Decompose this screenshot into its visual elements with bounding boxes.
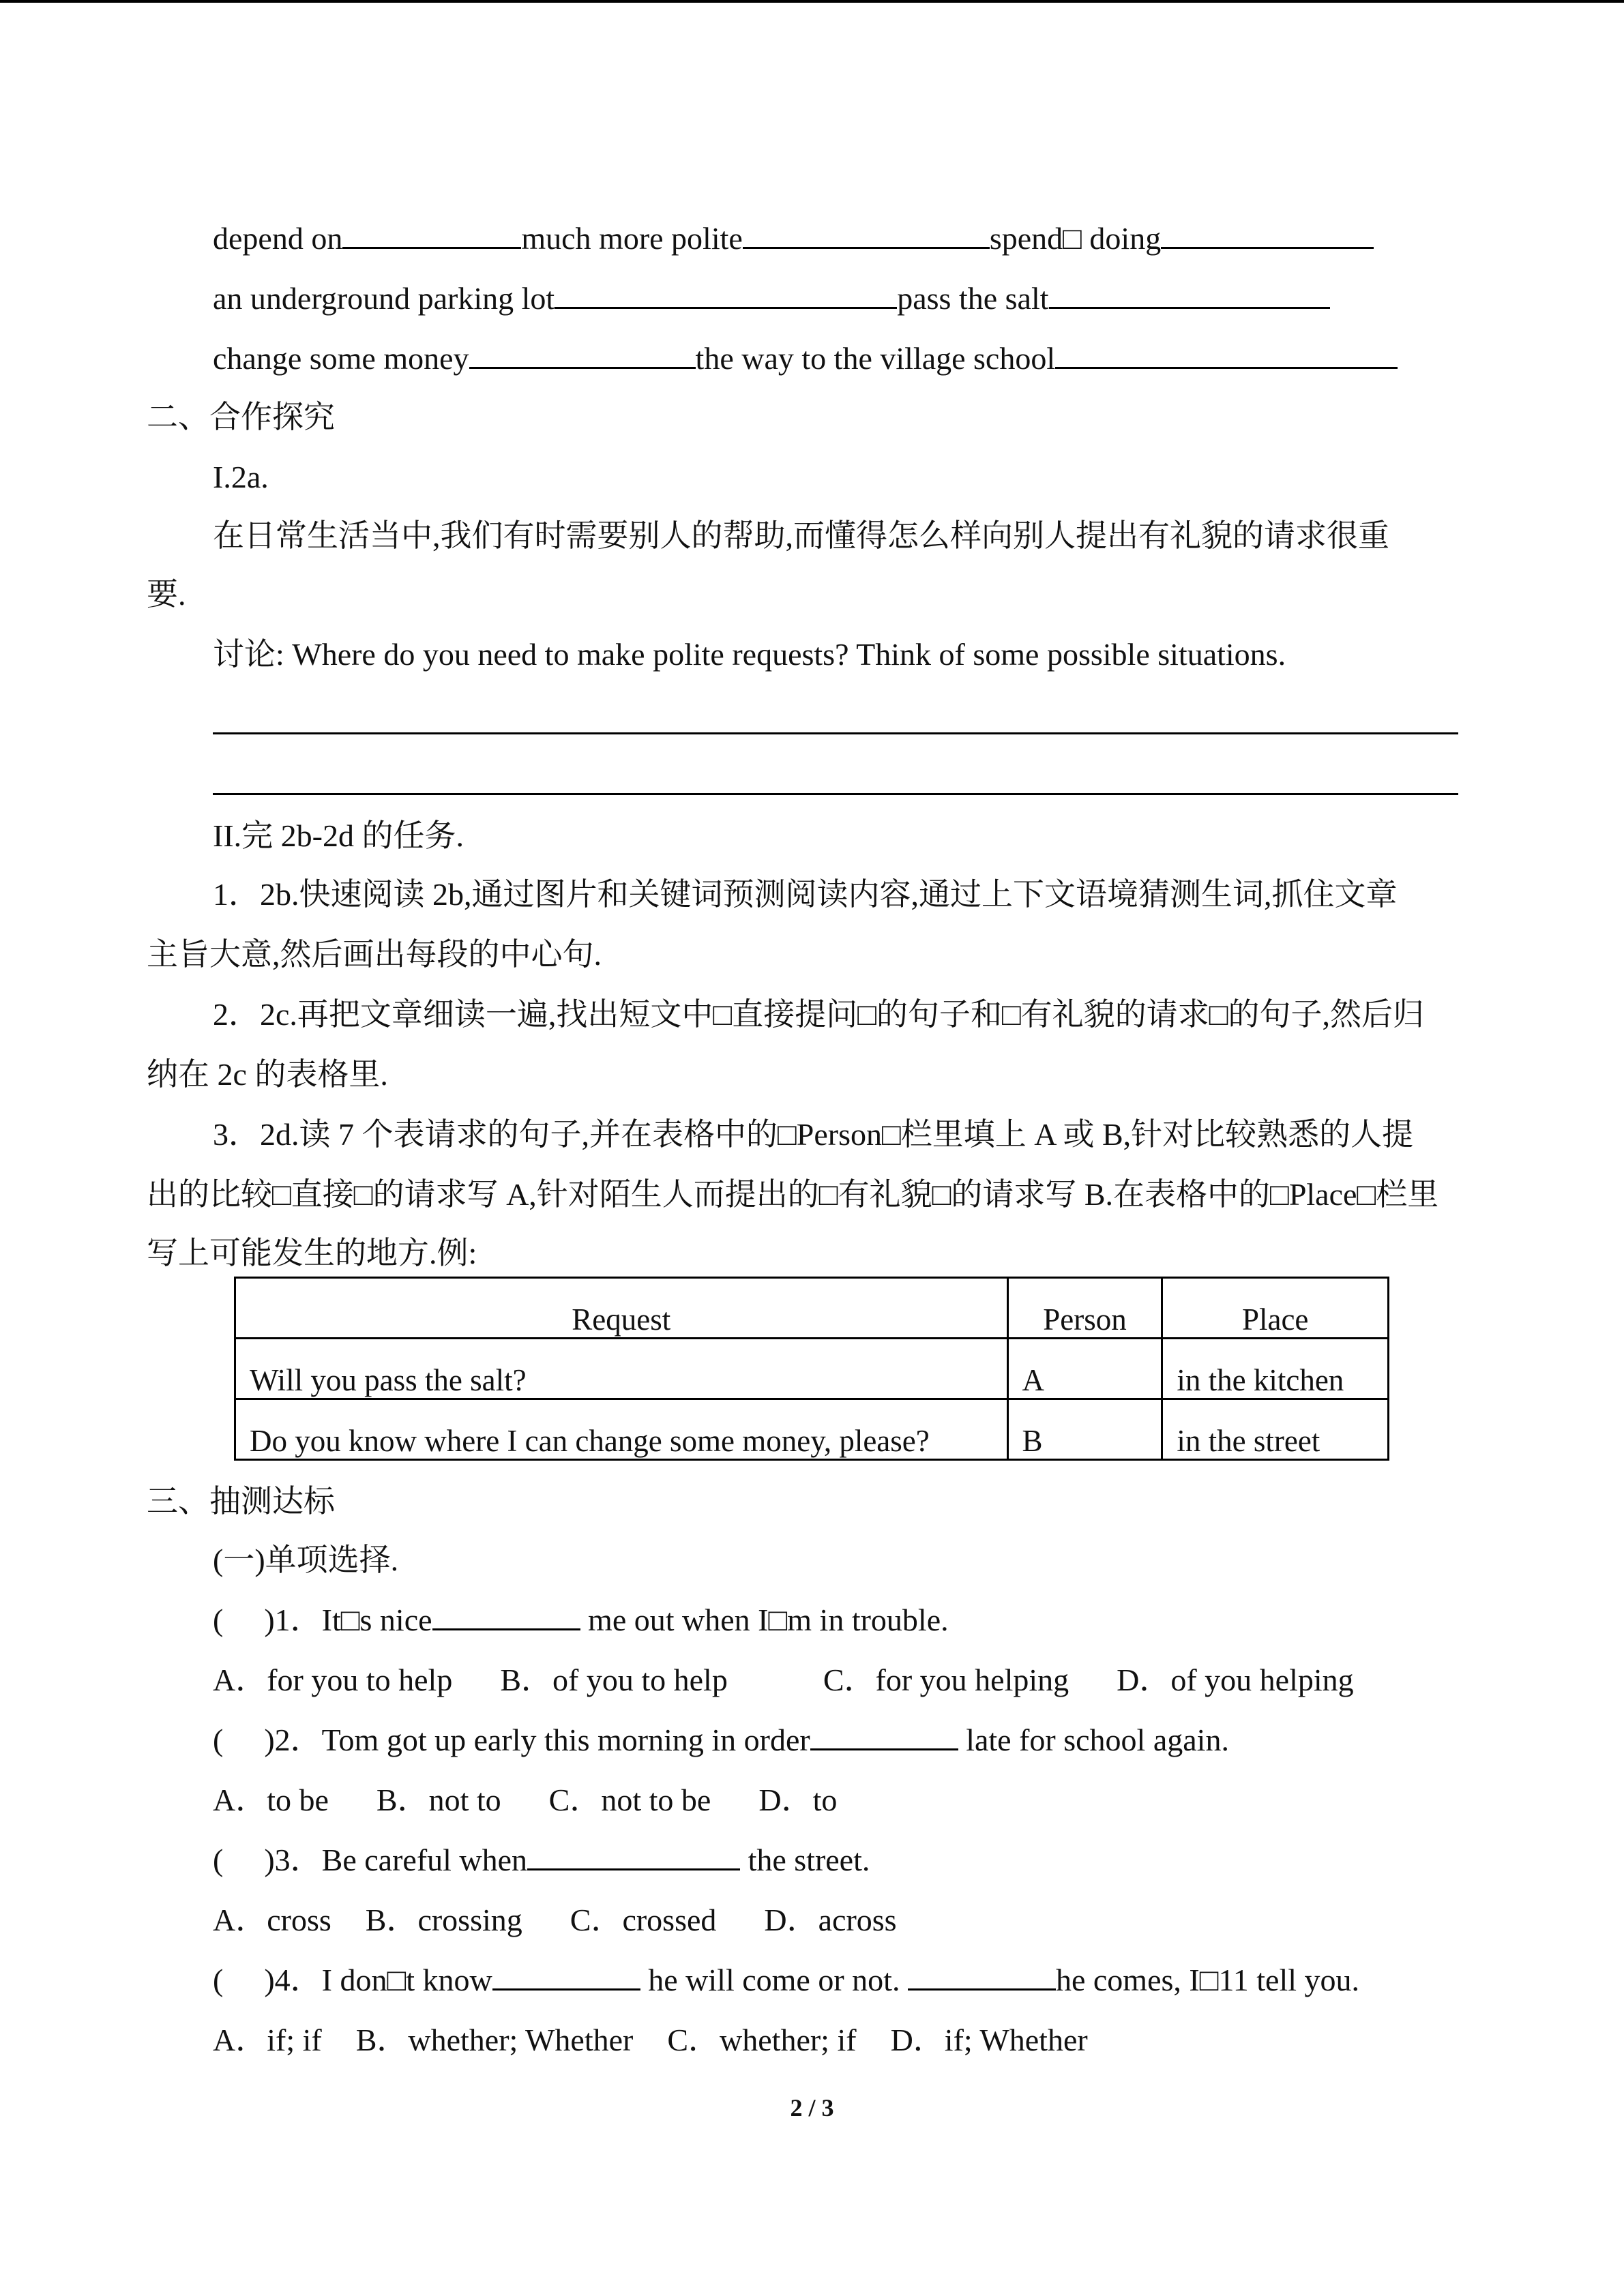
table-row xyxy=(235,1339,1389,1399)
answer-blank[interactable] xyxy=(342,220,521,249)
q1-options xyxy=(213,1660,1354,1701)
request-table xyxy=(234,1277,1389,1461)
cell-place: in the street xyxy=(1162,1399,1389,1460)
option-a[interactable]: A．for you to help xyxy=(213,1663,453,1697)
answer-blank[interactable] xyxy=(1055,340,1398,369)
question-stem-rest: he comes, I□11 tell you. xyxy=(1055,1963,1360,1997)
option-b[interactable]: B．whether; Whether xyxy=(355,2023,634,2057)
option-a[interactable]: A．cross xyxy=(213,1903,331,1937)
table-header-row xyxy=(235,1278,1389,1339)
q3-options xyxy=(213,1900,897,1941)
answer-blank[interactable] xyxy=(1161,220,1374,249)
answer-line[interactable] xyxy=(213,732,1458,734)
vocab-way-to-school: the way to the village school xyxy=(695,341,1056,376)
part1-label: I.2a. xyxy=(213,460,269,494)
cell-request: Do you know where I can change some money, please? xyxy=(235,1399,1008,1460)
answer-paren[interactable]: ( xyxy=(213,1602,224,1637)
vocab-depend-on: depend on xyxy=(213,221,343,256)
answer-line[interactable] xyxy=(213,793,1458,795)
option-b[interactable]: B．crossing xyxy=(365,1903,522,1937)
option-d[interactable]: D．across xyxy=(764,1903,897,1937)
header-place: Place xyxy=(1162,1278,1389,1339)
option-b[interactable]: B．not to xyxy=(376,1783,501,1817)
option-c[interactable]: C．for you helping xyxy=(823,1663,1069,1697)
answer-blank[interactable] xyxy=(743,220,990,249)
q2-options xyxy=(213,1780,837,1821)
question-stem: )3．Be careful when xyxy=(264,1843,528,1877)
task2-line-1: 2．2c.再把文章细读一遍,找出短文中□直接提问□的句子和□有礼貌的请求□的句子,然后归 xyxy=(213,997,1425,1032)
part2-label: II.完 2b-2d 的任务. xyxy=(213,818,464,853)
task1-line-2: 主旨大意,然后画出每段的中心句. xyxy=(147,937,602,972)
question-stem-mid: he will come or not. xyxy=(648,1963,900,1997)
q4-options xyxy=(213,2020,1088,2061)
option-c[interactable]: C．crossed xyxy=(570,1903,717,1937)
vocab-row-1 xyxy=(213,218,1374,259)
task2-line-2: 纳在 2c 的表格里. xyxy=(147,1057,388,1092)
question-stem-rest: me out when I□m in trouble. xyxy=(588,1602,949,1637)
answer-blank[interactable] xyxy=(810,1721,958,1750)
intro-line-1: 在日常生活当中,我们有时需要别人的帮助,而懂得怎么样向别人提出有礼貌的请求很重 xyxy=(213,518,1389,553)
answer-blank[interactable] xyxy=(555,280,897,309)
cell-request: Will you pass the salt? xyxy=(235,1339,1008,1399)
page-number: 2 / 3 xyxy=(790,2094,834,2121)
cell-place: in the kitchen xyxy=(1162,1339,1389,1399)
task3-line-2: 出的比较□直接□的请求写 A,针对陌生人而提出的□有礼貌□的请求写 B.在表格中的□Place□栏里 xyxy=(147,1177,1439,1212)
vocab-parking-lot: an underground parking lot xyxy=(213,281,555,316)
cell-person: B xyxy=(1007,1399,1162,1460)
vocab-row-3 xyxy=(213,338,1398,379)
header-person: Person xyxy=(1007,1278,1162,1339)
vocab-row-2 xyxy=(213,278,1330,319)
option-d[interactable]: D．of you helping xyxy=(1117,1663,1354,1697)
vocab-much-more-polite: much more polite xyxy=(521,221,743,256)
question-4 xyxy=(213,1960,1359,2001)
answer-blank[interactable] xyxy=(1049,280,1330,309)
question-3 xyxy=(213,1840,870,1881)
option-b[interactable]: B．of you to help xyxy=(500,1663,728,1697)
question-stem: )4．I don□t know xyxy=(264,1963,492,1997)
answer-blank[interactable] xyxy=(469,340,696,369)
option-c[interactable]: C．not to be xyxy=(548,1783,711,1817)
option-c[interactable]: C．whether; if xyxy=(667,2023,857,2057)
question-stem-rest: the street. xyxy=(748,1843,870,1877)
answer-blank[interactable] xyxy=(492,1961,640,1991)
option-a[interactable]: A．if; if xyxy=(213,2023,322,2057)
question-2 xyxy=(213,1720,1229,1761)
answer-blank[interactable] xyxy=(527,1841,740,1870)
cell-person: A xyxy=(1007,1339,1162,1399)
option-d[interactable]: D．if; Whether xyxy=(890,2023,1088,2057)
top-border xyxy=(0,0,1624,3)
question-stem-rest: late for school again. xyxy=(966,1723,1229,1757)
question-stem: )1．It□s nice xyxy=(264,1602,432,1637)
table-row xyxy=(235,1399,1389,1460)
section2-heading: 二、合作探究 xyxy=(147,400,335,434)
task3-line-1: 3．2d.读 7 个表请求的句子,并在表格中的□Person□栏里填上 A 或 B,针对比较熟悉的人提 xyxy=(213,1117,1414,1152)
option-a[interactable]: A．to be xyxy=(213,1783,329,1817)
answer-blank[interactable] xyxy=(908,1961,1056,1991)
task1-line-1: 1．2b.快速阅读 2b,通过图片和关键词预测阅读内容,通过上下文语境猜测生词,抓住文章 xyxy=(213,877,1398,912)
answer-blank[interactable] xyxy=(432,1601,580,1630)
section3-subheading: (一)单项选择. xyxy=(213,1542,399,1577)
answer-paren[interactable]: ( xyxy=(213,1843,224,1877)
question-1 xyxy=(213,1600,949,1641)
vocab-change-money: change some money xyxy=(213,341,469,376)
answer-paren[interactable]: ( xyxy=(213,1723,224,1757)
header-request: Request xyxy=(235,1278,1008,1339)
vocab-pass-the-salt: pass the salt xyxy=(897,281,1049,316)
intro-line-2: 要. xyxy=(147,577,186,612)
question-stem: )2．Tom got up early this morning in order xyxy=(264,1723,810,1757)
answer-paren[interactable]: ( xyxy=(213,1963,224,1997)
discussion-prompt: 讨论: Where do you need to make polite requests? Think of some possible situations. xyxy=(213,637,1286,672)
option-d[interactable]: D．to xyxy=(758,1783,838,1817)
section3-heading: 三、抽测达标 xyxy=(147,1484,335,1519)
task3-line-3: 写上可能发生的地方.例: xyxy=(147,1236,477,1270)
vocab-spend-doing: spend□ doing xyxy=(989,221,1162,256)
